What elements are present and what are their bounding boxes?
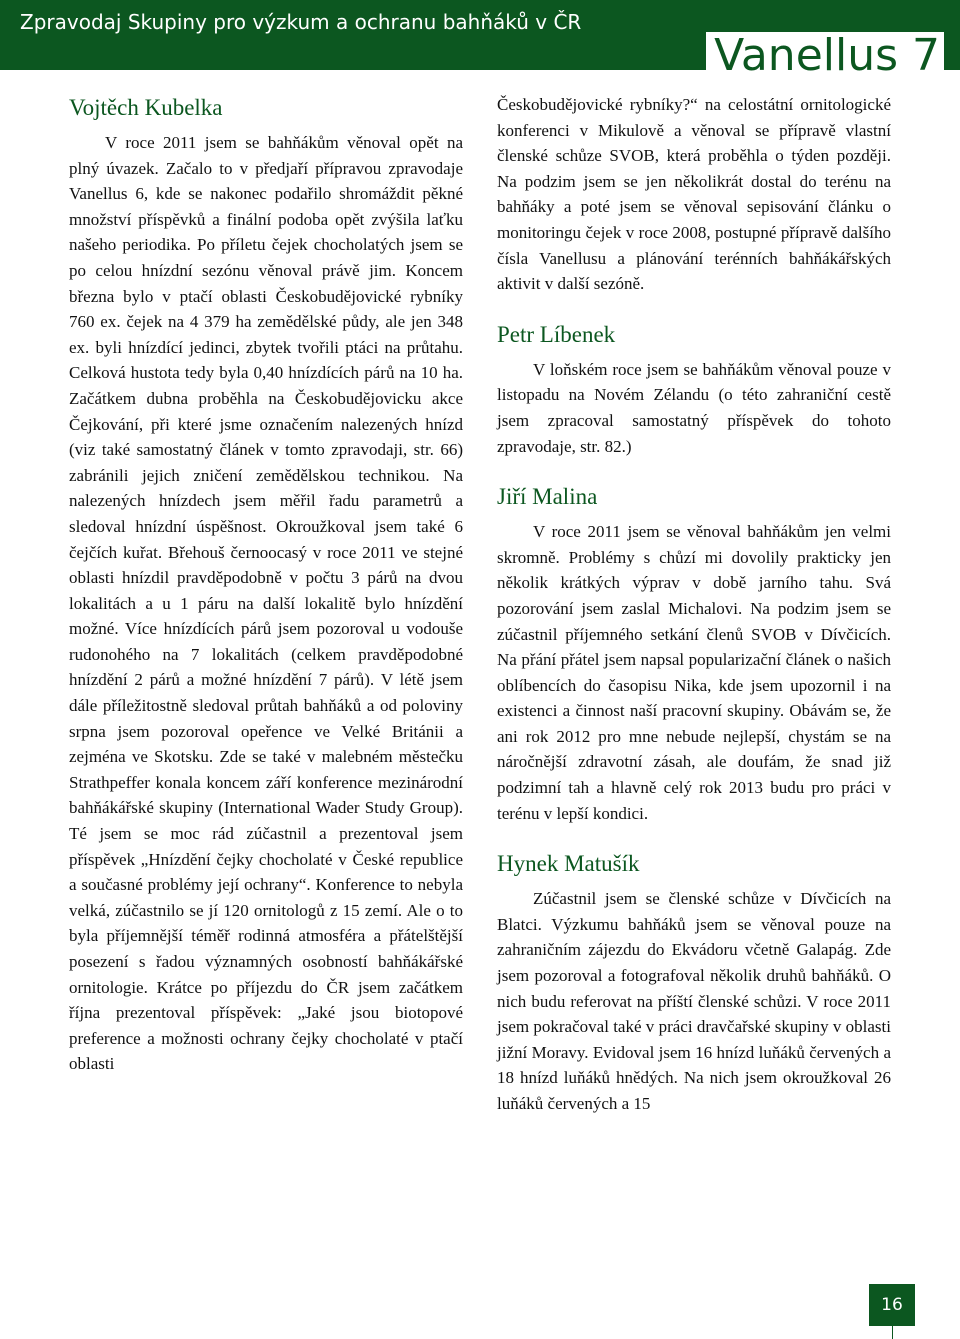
kubelka-paragraph: V roce 2011 jsem se bahňákům věnoval opět na plný úvazek. Začalo to v předjaří přípravou zpravodaje Vanellus 6, kde se nakonec podařilo shromáždit pěkné množství příspěvků a finální podoba opět zvýšila laťku našeho periodika. Po příletu čejek chocholatých jsem se po celou hnízdní sezónu věnoval právě jim. Koncem března bylo v ptačí oblasti Českobudějovické rybníky 760 ex. čejek na 4 379 ha zemědělské půdy, ale jen 348 ex. byli hnízdící jedinci, zbytek tvořili ptáci na průtahu. Celková hustota tedy byla 0,40 hnízdících párů na 10 ha. Začátkem dubna proběhla na Českobudějovicku akce Čejkování, při které jsme označením nalezených hnízd (viz také samostatný článek v tomto zpravodaji, str. 66) zabránili jejich zničení zemědělskou technikou. Na nalezených hnízdech jsem měřil řadu parametrů a sledoval hnízdní úspěšnost. Okroužkoval jsem také 6 čejčích kuřat. Břehouš černoocasý v roce 2011 ve stejné oblasti hnízdil pravděpodobně v počtu 3 párů na dvou lokalitách a u 1 páru na další lokalitě bylo hnízdění možné. Více hnízdících párů jsem pozoroval u vodouše rudonohého na 7 lokalitách (celkem pravděpodobné hnízdění 2 párů a možné hnízdění 7 párů). V létě jsem dále příležitostně sledoval průtah bahňáků a od poloviny srpna jsem pozoroval opeřence ve Velké Británii a zejména ve Skotsku. Zde se také v malebném městečku Strathpeffer konala koncem září konference mezinárodní bahňákářské skupiny (International Wader Study Group). Té jsem se moc rád zúčastnil a prezentoval jsem příspěvek „Hnízdění čejky chocholaté v České republice a současné problémy její ochrany“. Konference to nebyla velká, zúčastnilo se jí 120 ornitologů z 15 zemí. Ale o to byla příjemnější téměř rodinná atmosféra a přátelštější posezení s řadou významných osobností bahňákářské ornitologie. Krátce po příjezdu do ČR jsem začátkem října prezentoval příspěvek: „Jaké jsou biotopové preference a možnosti ochrany čejky chocholaté v ptačí oblasti xyxy=(69,133,463,1074)
page-number-tick xyxy=(892,1326,893,1339)
newsletter-title: Zpravodaj Skupiny pro výzkum a ochranu bahňáků v ČR xyxy=(20,10,582,34)
libenek-paragraph: V loňském roce jsem se bahňákům věnoval pouze v listopadu na Novém Zélandu (o této zahraniční cestě jsem zpracoval samostatný příspěvek do tohoto zpravodaje, str. 82.) xyxy=(497,359,891,456)
left-column xyxy=(69,92,463,1077)
kubelka-paragraph-continued: Českobudějovické rybníky?“ na celostátní ornitologické konferenci v Mikulově a věnoval se přípravě vlastní členské schůze SVOB, která proběhla o týden později. Na podzim jsem se jen několikrát dostal do terénu na bahňáky a poté jsem se věnoval sepisování článku o monitoringu čejek v roce 2008, postupné přípravě dalšího čísla Vanellusu a plánování terénních bahňákářských aktivit v další sezóně. xyxy=(497,95,891,294)
right-column xyxy=(497,92,891,1117)
author-heading-malina: Jiří Malina xyxy=(497,484,598,510)
author-heading-matusik: Hynek Matušík xyxy=(497,851,640,877)
malina-paragraph: V roce 2011 jsem se věnoval bahňákům jen velmi skromně. Problémy s chůzí mi dovolily prakticky jen několik krátkých výprav v době jarního tahu. Svá pozorování jsem zaslal Michalovi. Na podzim jsem se zúčastnil příjemného setkání členů SVOB v Dívčicích. Na přání přátel jsem napsal popularizační článek o našich oblíbencích do časopisu Nika, kde jsem upozornil i na existenci a činnost naší pracovní skupiny. Obávám se, že ani rok 2012 pro mne nebude nejlepší, chystám se na náročnější zdravotní zásah, ale doufám, že snad již podzimní tah a hlavně celý rok 2013 budu pro práci v terénu v lepší kondici. xyxy=(497,522,891,823)
issue-title: Vanellus 7 xyxy=(706,32,944,78)
matusik-paragraph: Zúčastnil jsem se členské schůze v Dívčicích na Blatci. Výzkumu bahňáků jsem se věnoval pouze na zahraničním zájezdu do Ekvádoru včetně Galapág. Zde jsem pozoroval a fotografoval několik druhů bahňáků. O nich budu referovat na příští členské schůzi. V roce 2011 jsem pokračoval také v práci dravčařské skupiny v oblasti jižní Moravy. Evidoval jsem 16 hnízd luňáků červených a 18 hnízd luňáků hnědých. Na nich jsem okroužkoval 26 luňáků červených a 15 xyxy=(497,889,891,1113)
author-heading-kubelka: Vojtěch Kubelka xyxy=(69,95,223,120)
author-heading-libenek: Petr Líbenek xyxy=(497,321,616,347)
page-number: 16 xyxy=(869,1284,915,1326)
